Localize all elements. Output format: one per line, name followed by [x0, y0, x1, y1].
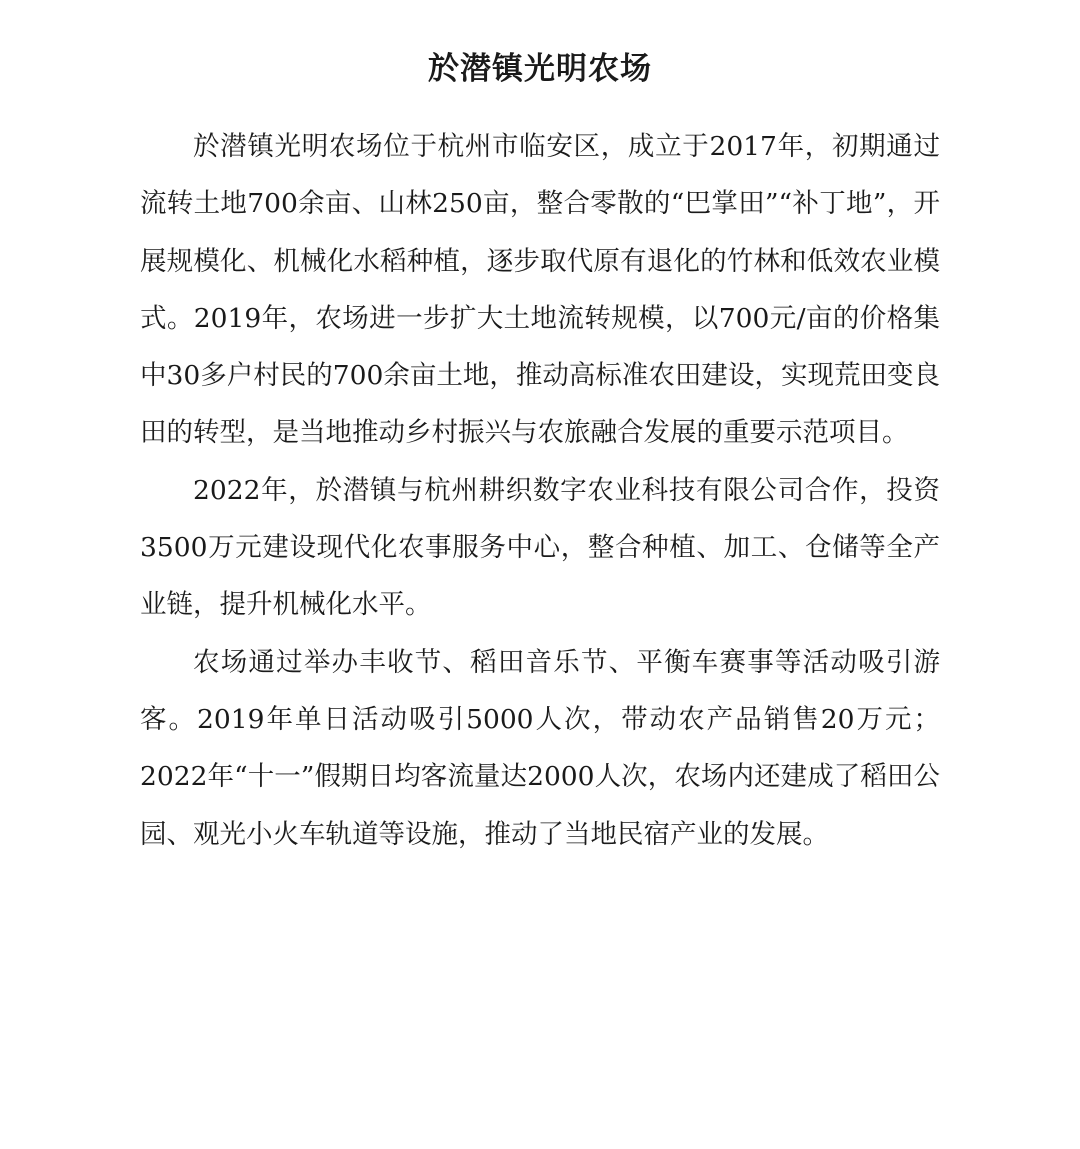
paragraph-2: 2022年，於潜镇与杭州耕织数字农业科技有限公司合作，投资3500万元建设现代化农事服务中心，整合种植、加工、仓储等全产业链，提升机械化水平。: [140, 474, 940, 621]
document-page: [140, 44, 940, 863]
paragraph-1: 於潜镇光明农场位于杭州市临安区，成立于2017年，初期通过流转土地700余亩、山林250亩，整合零散的“巴掌田”“补丁地”，开展规模化、机械化水稻种植，逐步取代原有退化的竹林和低效农业模式。2019年，农场进一步扩大土地流转规模，以700元/亩的价格集中30多户村民的700余亩土地，推动高标准农田建设，实现荒田变良田的转型，是当地推动乡村振兴与农旅融合发展的重要示范项目。: [140, 131, 940, 449]
page-title: 於潜镇光明农场: [428, 51, 652, 87]
document-body: [140, 118, 940, 863]
paragraph-3: 农场通过举办丰收节、稻田音乐节、平衡车赛事等活动吸引游客。2019年单日活动吸引5000人次，带动农产品销售20万元；2022年“十一”假期日均客流量达2000人次，农场内还建成了稻田公园、观光小火车轨道等设施，推动了当地民宿产业的发展。: [140, 646, 940, 850]
